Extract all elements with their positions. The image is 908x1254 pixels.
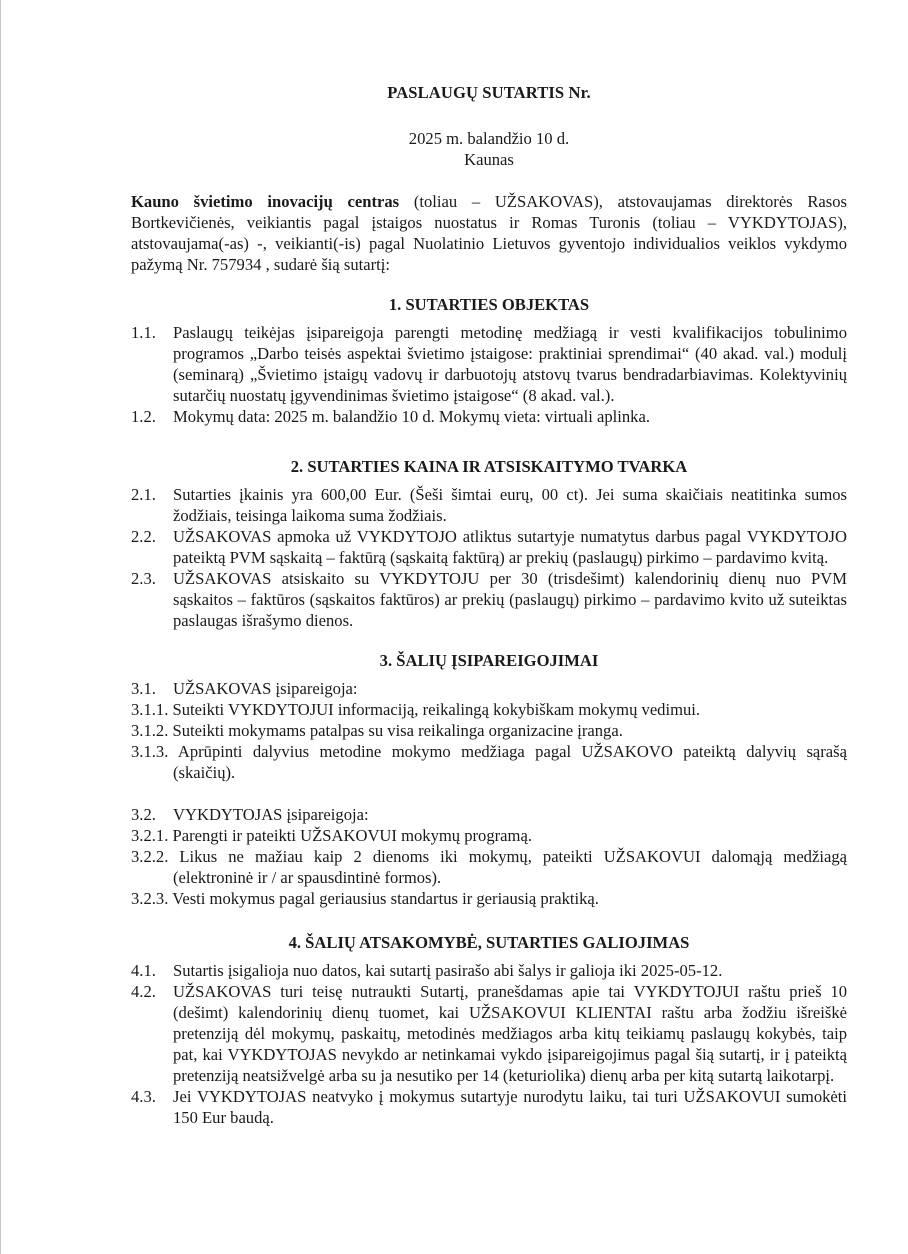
contract-date: 2025 m. balandžio 10 d.: [408, 129, 570, 148]
clause-3-1-3: [131, 741, 847, 783]
clause-number: 2.2.: [131, 527, 156, 546]
clause-3-2: [131, 804, 847, 825]
section-1-heading: 1. SUTARTIES OBJEKTAS: [388, 295, 590, 314]
clause-text: Aprūpinti dalyvius metodine mokymo medžiaga pagal UŽSAKOVO pateiktą dalyvių sąrašą (skaičių).: [173, 742, 847, 782]
clause-2-2: [131, 526, 847, 568]
section-2-heading: 2. SUTARTIES KAINA IR ATSISKAITYMO TVARKA: [290, 457, 688, 476]
customer-name: Kauno švietimo inovacijų centras: [131, 192, 400, 211]
clause-4-3: [131, 1086, 847, 1128]
contract-city: Kaunas: [464, 150, 514, 169]
contract-document: [131, 82, 847, 1128]
clause-number: 3.1.: [131, 679, 156, 698]
clause-3-1-1: [131, 699, 847, 720]
clause-text: Suteikti VYKDYTOJUI informaciją, reikalingą kokybiškam mokymų vedimui.: [172, 700, 701, 719]
section-4-heading: 4. ŠALIŲ ATSAKOMYBĖ, SUTARTIES GALIOJIMAS: [288, 933, 690, 952]
intro-text: (toliau – UŽSAKOVAS), atstovaujamas direktorės Rasos Bortkevičienės, veikiantis pagal įstaigos nuostatus ir Romas Turonis (toliau – VYKDYTOJAS), atstovaujama(-as) -, veikianti(-is) pagal Nuolatinio Lietuvos gyventojo individualios veiklos vykdymo pažymą Nr. 757934 , sudarė šią sutartį:: [131, 192, 847, 274]
clause-number: 2.3.: [131, 569, 156, 588]
clause-text: Mokymų data: 2025 m. balandžio 10 d. Mokymų vieta: virtuali aplinka.: [173, 407, 650, 426]
clause-number: 2.1.: [131, 485, 156, 504]
clause-3-2-1: [131, 825, 847, 846]
clause-number: 3.2.2.: [131, 847, 169, 866]
clause-text: Parengti ir pateikti UŽSAKOVUI mokymų programą.: [172, 826, 532, 845]
clause-4-1: [131, 960, 847, 981]
clause-number: 3.1.2.: [131, 721, 169, 740]
clause-number: 1.2.: [131, 407, 156, 426]
clause-4-2: [131, 981, 847, 1086]
clause-2-1: [131, 484, 847, 526]
clause-text: Sutarties įkainis yra 600,00 Eur. (Šeši šimtai eurų, 00 ct). Jei suma skaičiais neatitinka sumos žodžiais, teisinga laikoma suma žodžiais.: [173, 485, 847, 525]
clause-number: 4.2.: [131, 982, 156, 1001]
section-3-heading: 3. ŠALIŲ ĮSIPAREIGOJIMAI: [379, 651, 599, 670]
clause-number: 3.2.1.: [131, 826, 169, 845]
clause-text: VYKDYTOJAS įsipareigoja:: [173, 805, 369, 824]
clause-number: 3.1.1.: [131, 700, 169, 719]
clause-text: UŽSAKOVAS įsipareigoja:: [173, 679, 358, 698]
clause-2-3: [131, 568, 847, 631]
clause-text: Jei VYKDYTOJAS neatvyko į mokymus sutartyje nurodytu laiku, tai turi UŽSAKOVUI sumokėti 150 Eur baudą.: [173, 1087, 847, 1127]
clause-3-2-2: [131, 846, 847, 888]
clause-text: Sutartis įsigalioja nuo datos, kai sutartį pasirašo abi šalys ir galioja iki 2025-05-12.: [173, 961, 723, 980]
clause-number: 4.3.: [131, 1087, 156, 1106]
clause-text: UŽSAKOVAS atsiskaito su VYKDYTOJU per 30 (trisdešimt) kalendorinių dienų nuo PVM sąskaitos – faktūros (sąskaitos faktūros) ar prekių (paslaugų) pirkimo – pardavimo kvito už suteiktas paslaugas išrašymo dienos.: [173, 569, 847, 630]
clause-text: Vesti mokymus pagal geriausius standartus ir geriausią praktiką.: [172, 889, 599, 908]
intro-paragraph: [131, 191, 847, 275]
clause-text: UŽSAKOVAS turi teisę nutraukti Sutartį, pranešdamas apie tai VYKDYTOJUI raštu prieš 10 (dešimt) kalendorinių dienų tuomet, kai UŽSAKOVUI KLIENTAI raštu arba žodžiu išreiškė pretenziją dėl mokymų, paskaitų, metodinės medžiagos arba kitų teikiamų paslaugų kokybės, taip pat, kai VYKDYTOJAS nevykdo ar netinkamai vykdo įsipareigojimus pagal šią sutartį, ir į pateiktą pretenziją neatsižvelgė arba su ja nesutiko per 14 (keturiolika) dienų arba per kitą sutartą laikotarpį.: [173, 982, 847, 1085]
date-and-place: [131, 128, 847, 170]
clause-text: UŽSAKOVAS apmoka už VYKDYTOJO atliktus sutartyje numatytus darbus pagal VYKDYTOJO pateiktą PVM sąskaitą – faktūrą (sąskaitą faktūrą) ar prekių (paslaugų) pirkimo – pardavimo kvitą.: [173, 527, 847, 567]
document-title: PASLAUGŲ SUTARTIS Nr.: [387, 83, 591, 102]
clause-1-2: [131, 406, 847, 427]
clause-number: 3.2.: [131, 805, 156, 824]
clause-number: 3.2.3.: [131, 889, 169, 908]
clause-text: Likus ne mažiau kaip 2 dienoms iki mokymų, pateikti UŽSAKOVUI dalomąją medžiagą (elektroninė ir / ar spausdintinė formos).: [173, 847, 847, 887]
page-left-edge: [0, 0, 1, 1254]
clause-text: Suteikti mokymams patalpas su visa reikalinga organizacine įranga.: [172, 721, 623, 740]
clause-3-1-2: [131, 720, 847, 741]
clause-3-1: [131, 678, 847, 699]
clause-1-1: [131, 322, 847, 406]
clause-text: Paslaugų teikėjas įsipareigoja parengti metodinę medžiagą ir vesti kvalifikacijos tobulinimo programos „Darbo teisės aspektai švietimo įstaigose: praktiniai sprendimai“ (40 akad. val.) modulį (seminarą) „Švietimo įstaigų vadovų ir darbuotojų atstovų tvarus bendradarbiavimas. Kolektyvinių sutarčių nuostatų įgyvendinimas švietimo įstaigose“ (8 akad. val.).: [173, 323, 847, 405]
clause-number: 4.1.: [131, 961, 156, 980]
clause-3-2-3: [131, 888, 847, 909]
clause-number: 1.1.: [131, 323, 156, 342]
clause-number: 3.1.3.: [131, 742, 169, 761]
blank-line: [131, 783, 847, 804]
